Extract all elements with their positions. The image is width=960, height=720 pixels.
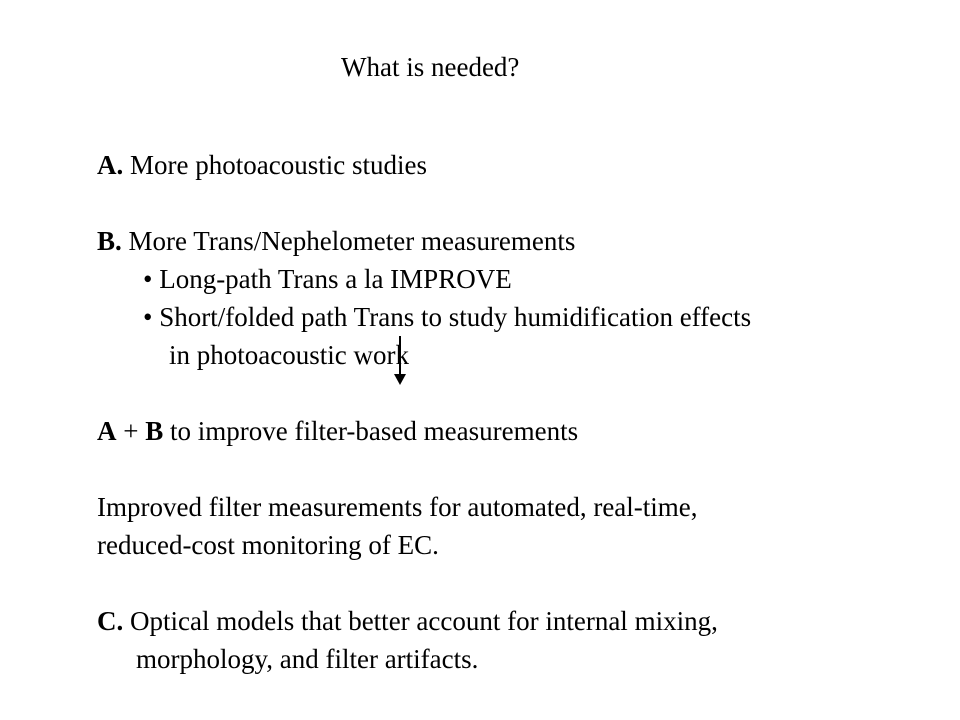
item-b-bullet-long-path: • Long-path Trans a la IMPROVE — [143, 264, 512, 294]
item-a-letter: A. — [97, 150, 124, 180]
slide-title: What is needed? — [341, 52, 520, 82]
item-c-text: Optical models that better account for internal mixing, — [123, 606, 718, 636]
improved-line-1: Improved filter measurements for automated, real-time, — [97, 492, 698, 522]
item-b-bullet-continuation: in photoacoustic work — [169, 340, 409, 370]
item-a — [97, 149, 427, 181]
item-b-text: More Trans/Nephelometer measurements — [121, 226, 576, 256]
combined-a-b — [97, 415, 578, 447]
combined-a-letter: A — [97, 416, 117, 446]
combined-plus: + — [116, 416, 146, 446]
item-b-bullet-short-path: • Short/folded path Trans to study humidification effects — [143, 302, 752, 332]
item-c-continuation: morphology, and filter artifacts. — [136, 644, 479, 674]
improved-line-2: reduced-cost monitoring of EC. — [97, 530, 439, 560]
combined-text: to improve filter-based measurements — [163, 416, 579, 446]
item-b — [97, 225, 575, 257]
item-b-letter: B. — [97, 226, 122, 256]
item-c — [97, 605, 718, 637]
combined-b-letter: B — [145, 416, 164, 446]
item-c-letter: C. — [97, 606, 124, 636]
item-a-text: More photoacoustic studies — [123, 150, 427, 180]
down-arrow-icon — [392, 336, 408, 386]
